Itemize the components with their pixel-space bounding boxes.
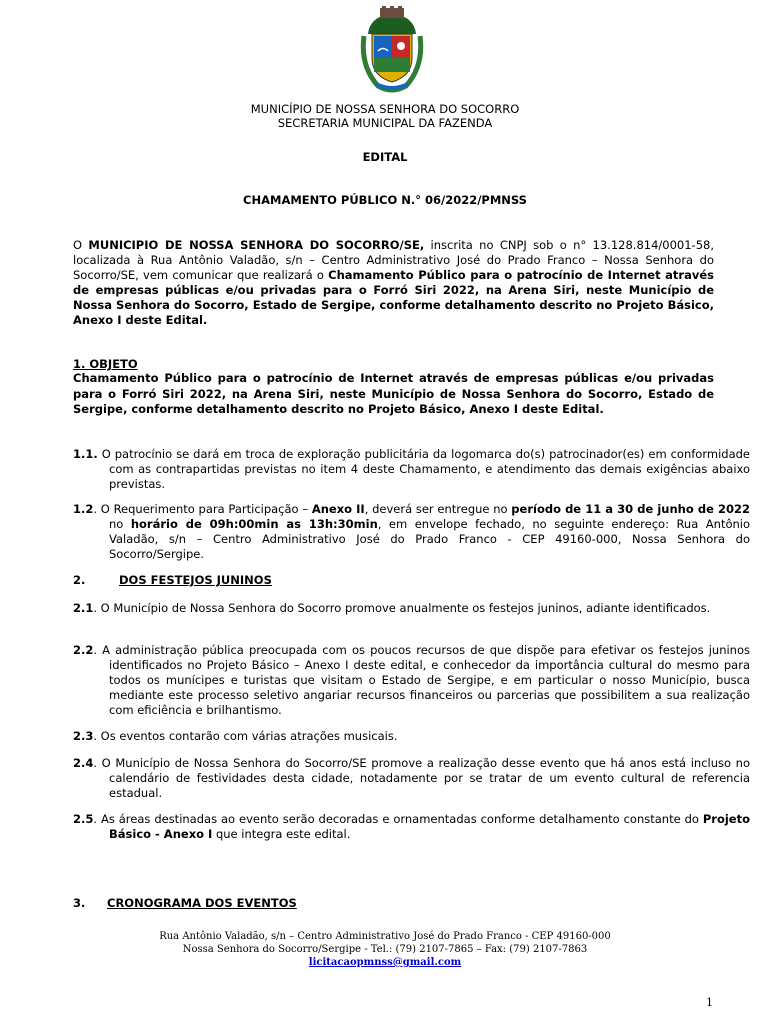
item-text: , em envelope fechado, no seguinte endereço: Rua Antônio Valadão, s/n – Centro Administrativo José do Prado Franco - CEP 49160-000, Nossa Senhora do Socorro/Sergipe. [109,517,751,561]
header-municipality: MUNICÍPIO DE NOSSA SENHORA DO SOCORRO [250,102,520,116]
item-2-3 [73,729,750,744]
intro-entity: MUNICIPIO DE NOSSA SENHORA DO SOCORRO/SE, [88,238,425,252]
item-text: . O Município de Nossa Senhora do Socorro/SE promove a realização desse evento que há anos está incluso no calendário de festividades desta cidade, notadamente por se tratar de um evento cultural de referencia estadual. [93,756,750,800]
page-number: 1 [706,996,713,1009]
item-2-5 [73,812,750,842]
item-2-1 [73,601,750,616]
item-text: no [109,517,131,531]
section-2-heading [73,573,272,587]
item-text: . O Município de Nossa Senhora do Socorro promove anualmente os festejos juninos, adiante identificados. [93,601,711,615]
item-text: . Os eventos contarão com várias atrações musicais. [93,729,398,743]
item-bold-annex: Anexo II [311,502,365,516]
intro-subject: Chamamento Público para o patrocínio de Internet através de empresas públicas e/ou privadas para o Forró Siri 2022, na Arena Siri, neste Município de Nossa Senhora do Socorro, Estado de Sergipe, conforme detalhamento descrito no Projeto Básico, Anexo I deste Edital. [73,268,714,327]
item-bold-period: período de 11 a 30 de junho de 2022 [511,502,750,516]
item-text: que integra este edital. [212,827,351,841]
footer-email-link[interactable]: licitacaopmnss@gmail.com [308,957,462,968]
item-text: . O Requerimento para Participação – [93,502,312,516]
header-department: SECRETARIA MUNICIPAL DA FAZENDA [277,116,493,130]
item-number: 2.4 [73,756,94,770]
intro-text-1: O [73,238,89,252]
footer-address: Rua Antônio Valadão, s/n – Centro Administrativo José do Prado Franco - CEP 49160-000 [159,931,611,942]
item-1-2 [73,502,750,562]
footer-contact: Nossa Senhora do Socorro/Sergipe - Tel.: (79) 2107-7865 – Fax: (79) 2107-7863 [182,944,588,955]
section-1-heading: 1. OBJETO [73,357,138,371]
intro-text-2: inscrita no CNPJ sob o n° 13.128.814/0001-58, localizada à Rua Antônio Valadão, s/n – Centro Administrativo José do Prado Franco – Nossa Senhora do Socorro/SE, vem comunicar que realizará o [73,238,714,282]
section-number: 2. [73,573,86,587]
item-bold-hours: horário de 09h:00min as 13h:30min [130,517,378,531]
item-text: O patrocínio se dará em troca de exploração publicitária da logomarca do(s) patrocinador(es) em conformidade com as contrapartidas previstas no item 4 deste Chamamento, e atendimento das demais exigências abaixo previstas. [97,447,750,491]
item-number: 2.3 [73,729,94,743]
document-title: EDITAL [362,150,408,164]
section-title: CRONOGRAMA DOS EVENTOS [107,896,297,910]
municipal-coat-of-arms-logo [358,6,426,94]
item-number: 2.5 [73,812,94,826]
item-text: . As áreas destinadas ao evento serão decoradas e ornamentadas conforme detalhamento constante do [93,812,703,826]
item-text: , deverá ser entregue no [364,502,512,516]
section-3-heading [73,896,297,910]
intro-paragraph [73,238,714,328]
item-2-2 [73,643,750,718]
item-number: 2.1 [73,601,94,615]
item-number: 1.2 [73,502,94,516]
item-1-1 [73,447,750,492]
item-number: 2.2 [73,643,94,657]
footer-email-line [0,956,770,969]
section-1-object-text: Chamamento Público para o patrocínio de Internet através de empresas públicas e/ou privadas para o Forró Siri 2022, na Arena Siri, neste Município de Nossa Senhora do Socorro, Estado de Sergipe, conforme detalhamento descrito no Projeto Básico, Anexo I deste Edital. [73,371,714,416]
item-text: . A administração pública preocupada com os poucos recursos de que dispõe para efetivar os festejos juninos identificados no Projeto Básico – Anexo I deste edital, e conhecedor da importância cultural do mesmo para todos os munícipes e turistas que visitam o Estado de Sergipe, e em particular o nosso Município, busca mediante este processo seletivo angariar recursos financeiros ou parcerias que possibilitem a sua realização com eficiência e brilhantismo. [93,643,750,717]
item-2-4 [73,756,750,801]
section-number: 3. [73,896,86,910]
document-subtitle: CHAMAMENTO PÚBLICO N.° 06/2022/PMNSS [243,193,527,207]
item-number: 1.1. [73,447,98,461]
item-bold-project: Projeto Básico - Anexo I [109,812,750,841]
section-title: DOS FESTEJOS JUNINOS [119,573,272,587]
